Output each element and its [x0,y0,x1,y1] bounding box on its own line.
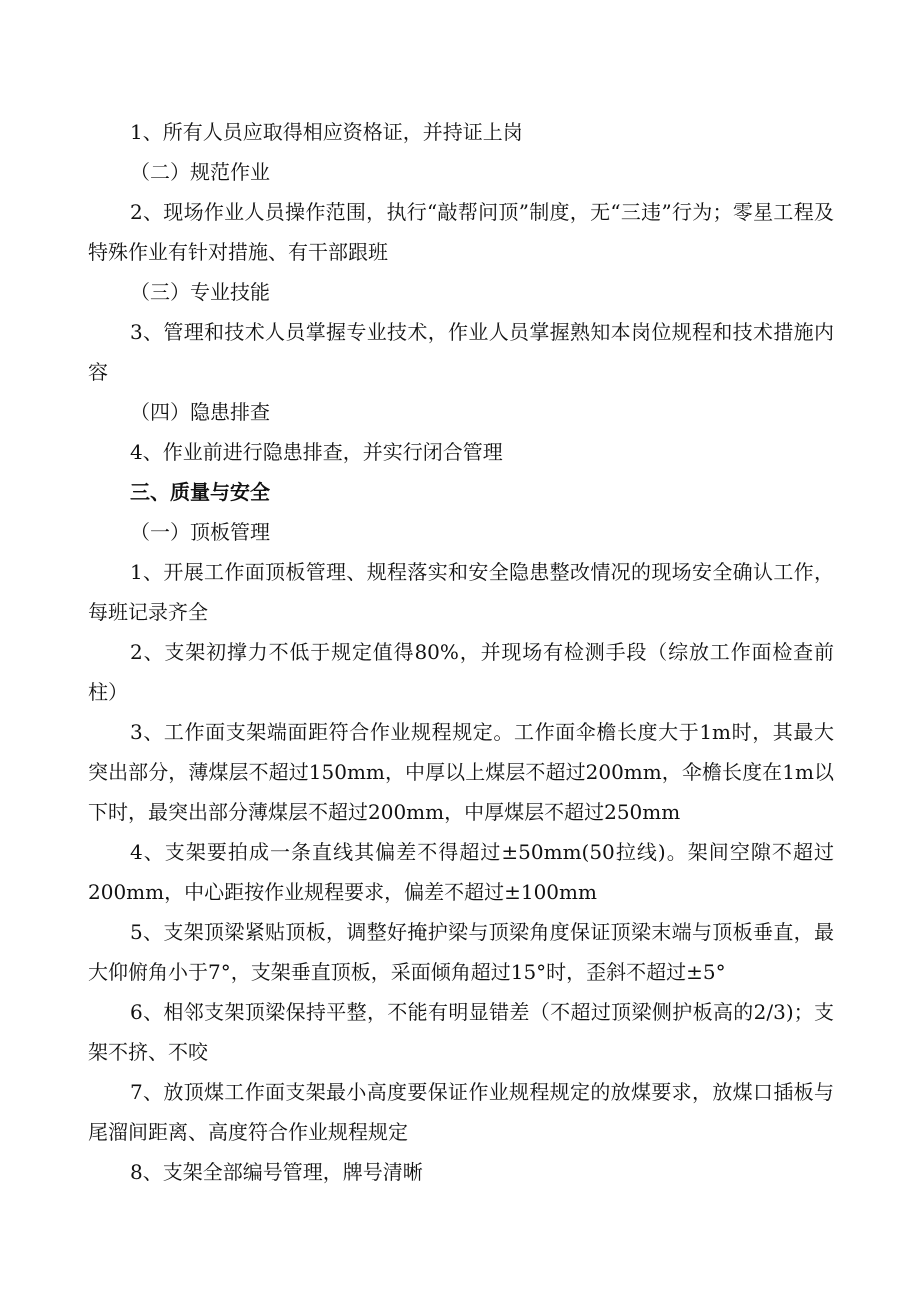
paragraph: 1、开展工作面顶板管理、规程落实和安全隐患整改情况的现场安全确认工作，每班记录齐全 [88,560,834,624]
document-body [88,112,834,1192]
section-subheading: （一）顶板管理 [130,520,270,544]
paragraph: 6、相邻支架顶梁保持平整，不能有明显错差（不超过顶梁侧护板高的2/3)；支架不挤、不咬 [88,1000,834,1064]
paragraph: 4、作业前进行隐患排查，并实行闭合管理 [130,440,503,464]
paragraph: 4、支架要拍成一条直线其偏差不得超过±50mm(50拉线)。架间空隙不超过200mm，中心距按作业规程要求，偏差不超过±100mm [88,840,834,904]
section-subheading: （三）专业技能 [130,280,270,304]
paragraph: 1、所有人员应取得相应资格证，并持证上岗 [130,120,523,144]
section-subheading: （四）隐患排查 [130,400,270,424]
section-heading: 三、质量与安全 [130,480,270,504]
paragraph: 2、支架初撑力不低于规定值得80%，并现场有检测手段（综放工作面检查前柱） [88,640,834,704]
paragraph: 8、支架全部编号管理，牌号清晰 [130,1160,423,1184]
paragraph: 7、放顶煤工作面支架最小高度要保证作业规程规定的放煤要求，放煤口插板与尾溜间距离、高度符合作业规程规定 [88,1080,834,1144]
section-subheading: （二）规范作业 [130,160,270,184]
paragraph: 2、现场作业人员操作范围，执行“敲帮问顶”制度，无“三违”行为；零星工程及特殊作业有针对措施、有干部跟班 [88,200,834,264]
paragraph: 5、支架顶梁紧贴顶板，调整好掩护梁与顶梁角度保证顶梁末端与顶板垂直，最大仰俯角小于7°，支架垂直顶板，采面倾角超过15°时，歪斜不超过±5° [88,920,834,984]
paragraph: 3、管理和技术人员掌握专业技术，作业人员掌握熟知本岗位规程和技术措施内容 [88,320,834,384]
paragraph: 3、工作面支架端面距符合作业规程规定。工作面伞檐长度大于1m时，其最大突出部分，薄煤层不超过150mm，中厚以上煤层不超过200mm，伞檐长度在1m以下时，最突出部分薄煤层不超过200mm，中厚煤层不超过250mm [88,720,834,824]
